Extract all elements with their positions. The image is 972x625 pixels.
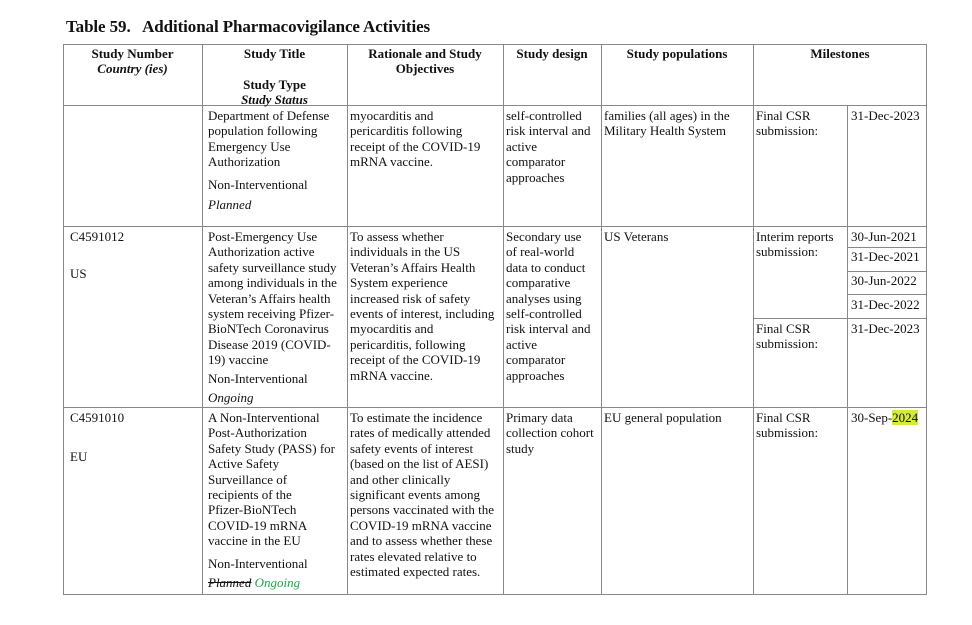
row2-rationale: To assess whether individuals in the US Veteran’s Affairs Health System experience increased risk of safety events of interest, including myocarditis and pericarditis, following receipt of the COVID-19 mRNA vaccine.: [350, 229, 495, 383]
row2-milestone-final-label: Final CSR submission:: [756, 321, 819, 352]
row1-study-populations: families (all ages) in the Military Health System: [604, 108, 730, 139]
row2-milestone-interim-label: Interim reports submission:: [756, 229, 834, 260]
header-rationale: Rationale and Study Objectives: [368, 46, 482, 77]
row3-study-number: C4591010: [70, 410, 125, 425]
row2-study-type: Non-Interventional: [208, 371, 308, 386]
row1-study-title: Department of Defense population following Emergency Use Authorization: [208, 108, 330, 170]
status-revised: Ongoing: [254, 575, 301, 590]
header-study-design: Study design: [516, 46, 588, 61]
row2-country: US: [70, 266, 87, 281]
row3-milestone-label: Final CSR submission:: [756, 410, 819, 441]
row1-study-type: Non-Interventional: [208, 177, 308, 192]
status-strikethrough: Planned: [208, 575, 252, 590]
row2-milestone-date: 30-Jun-2022: [851, 273, 917, 288]
row3-study-title: A Non-Interventional Post-Authorization Safety Study (PASS) for Active Safety Surveillance of recipients of the Pfizer-BioNTech COVID-19 mRNA vaccine in the EU: [208, 410, 336, 549]
header-study-number: Study Number Country (ies): [91, 46, 174, 77]
row2-milestone-date: 31-Dec-2023: [851, 321, 920, 336]
row1-milestone-label: Final CSR submission:: [756, 108, 819, 139]
row2-milestone-date: 31-Dec-2022: [851, 297, 920, 312]
row3-rationale: To estimate the incidence rates of medically attended safety events of interest (based on the list of AESI) and other clinically significant events among persons vaccinated with the COVID-19 mRNA vaccine and to assess whether these rates elevated relative to estimated expected rates.: [350, 410, 495, 580]
row3-study-status: [208, 575, 300, 590]
row2-study-design: Secondary use of real-world data to conduct comparative analyses using self-controlled risk interval and active comparator approaches: [506, 229, 591, 383]
row1-study-design: self-controlled risk interval and active comparator approaches: [506, 108, 591, 185]
row3-study-type: Non-Interventional: [208, 556, 308, 571]
row3-study-design: Primary data collection cohort study: [506, 410, 594, 456]
row2-study-populations: US Veterans: [604, 229, 669, 244]
row2-study-status: Ongoing: [208, 390, 254, 405]
row2-milestone-date: 31-Dec-2021: [851, 249, 920, 264]
table-caption: Table 59. Additional Pharmacovigilance Activities: [66, 17, 431, 36]
row1-study-status: Planned: [208, 197, 252, 212]
row2-study-number: C4591012: [70, 229, 125, 244]
pharmacovigilance-table: [63, 44, 927, 595]
row3-country: EU: [70, 449, 88, 464]
row2-milestone-date: 30-Jun-2021: [851, 229, 917, 244]
header-study-populations: Study populations: [626, 46, 728, 61]
row1-rationale: myocarditis and pericarditis following receipt of the COVID-19 mRNA vaccine.: [350, 108, 481, 170]
header-milestones: Milestones: [810, 46, 870, 61]
row1-milestone-date: 31-Dec-2023: [851, 108, 920, 123]
row2-study-title: Post-Emergency Use Authorization active safety surveillance study among individuals in the Veteran’s Affairs health system receiving Pfizer- BioNTech Coronavirus Disease 2019 (COVID- 19) vaccine: [208, 229, 337, 368]
highlighted-year: 2024: [892, 410, 919, 425]
row3-study-populations: EU general population: [604, 410, 722, 425]
row3-milestone-date: 30-Sep-2024: [851, 410, 919, 425]
header-study-title: Study Title Study Type Study Status: [241, 46, 308, 108]
